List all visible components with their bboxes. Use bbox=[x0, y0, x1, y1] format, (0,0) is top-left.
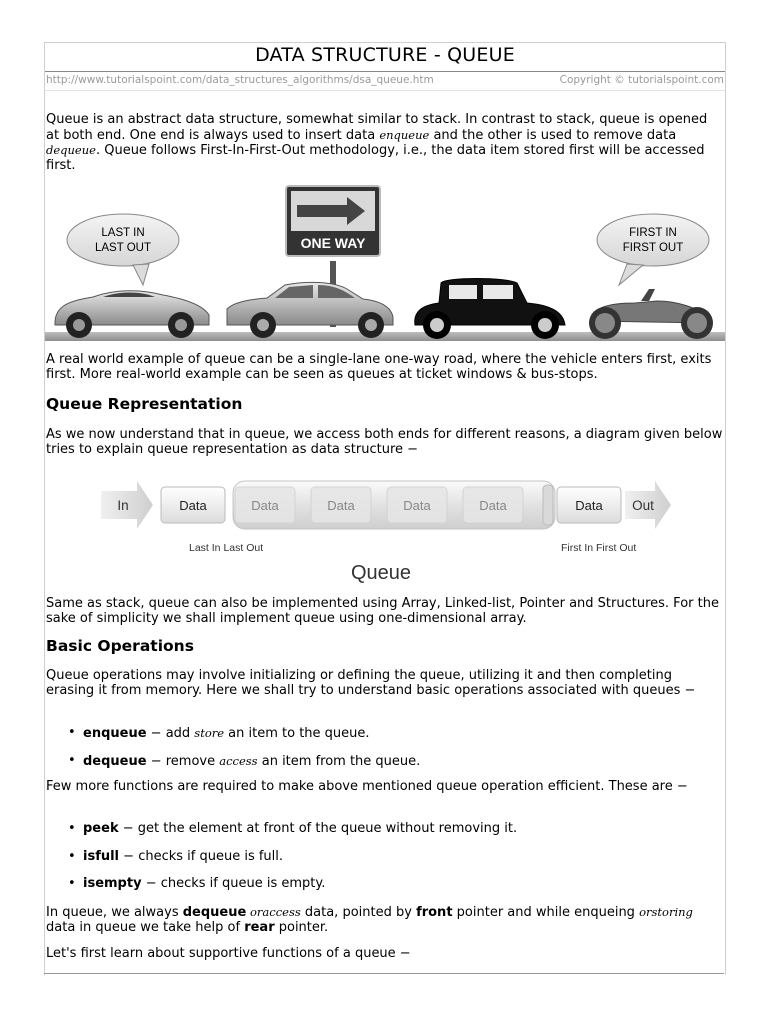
op-text: − remove bbox=[146, 754, 220, 770]
op-italic: store bbox=[194, 726, 225, 740]
page-title: DATA STRUCTURE - QUEUE bbox=[255, 44, 515, 66]
fn-text: − checks if queue is full. bbox=[119, 848, 284, 864]
basic-operations-list bbox=[65, 726, 420, 770]
document-page bbox=[44, 42, 726, 975]
footer-divider bbox=[44, 973, 724, 974]
more-functions-list bbox=[65, 822, 517, 892]
intro-text-1: Queue is an abstract data structure, somewhat similar to stack. In contrast to stack, queue is opened at both end. One end is always used to insert data bbox=[46, 112, 708, 143]
bubble-left-line-1: LAST IN bbox=[101, 227, 145, 239]
data-entering-label: Data bbox=[179, 498, 207, 513]
op-name: dequeue bbox=[83, 754, 147, 770]
last-in-last-out-bubble bbox=[67, 214, 179, 285]
in-label: In bbox=[117, 498, 129, 513]
intro-text-3: . Queue follows First-In-First-Out methodology, i.e., the data item stored first will be accessed first. bbox=[46, 143, 705, 173]
out-label: Out bbox=[632, 498, 654, 513]
sports-car bbox=[55, 291, 209, 338]
pointers-text: In queue, we always bbox=[46, 905, 183, 920]
bubble-right-line-1: FIRST IN bbox=[629, 227, 677, 239]
tube-data-4-label: Data bbox=[479, 498, 507, 513]
more-functions-paragraph: Few more functions are required to make above mentioned queue operation efficient. These are − bbox=[46, 779, 688, 794]
pointers-italic: orstoring bbox=[639, 905, 693, 919]
antique-roadster-car bbox=[589, 289, 713, 339]
pointers-paragraph bbox=[46, 905, 724, 935]
pointers-italic: oraccess bbox=[246, 905, 301, 919]
fn-text: − get the element at front of the queue without removing it. bbox=[118, 821, 518, 836]
data-leaving-label: Data bbox=[575, 498, 603, 513]
list-item bbox=[65, 726, 420, 742]
op-italic: access bbox=[219, 754, 258, 769]
list-item bbox=[65, 754, 420, 770]
tube-data-2-label: Data bbox=[327, 498, 355, 513]
pointers-text: pointer. bbox=[274, 919, 329, 935]
implementation-paragraph: Same as stack, queue can also be implemented using Array, Linked-list, Pointer and Structures. For the sake of simplicity we shall implement queue using one-dimensional array. bbox=[46, 596, 719, 626]
intro-dequeue: dequeue bbox=[46, 143, 96, 158]
fn-name: peek bbox=[83, 821, 119, 836]
op-text: an item to the queue. bbox=[224, 726, 370, 741]
source-url[interactable]: http://www.tutorialspoint.com/data_structures_algorithms/dsa_queue.htm bbox=[46, 74, 434, 86]
basic-operations-paragraph: Queue operations may involve initializing or defining the queue, utilizing it and then completing erasing it from memory. Here we shall try to understand basic operations associated with queues − bbox=[46, 668, 696, 698]
tube-data-1-label: Data bbox=[251, 498, 279, 513]
pointers-text: pointer and while enqueing bbox=[452, 905, 640, 920]
list-item bbox=[65, 877, 517, 892]
header-divider bbox=[45, 90, 725, 91]
op-text: an item from the queue. bbox=[257, 754, 421, 770]
pointers-bold: front bbox=[416, 905, 453, 920]
bubble-left-line-2: LAST OUT bbox=[94, 242, 152, 254]
list-item bbox=[65, 822, 517, 837]
fn-text: − checks if queue is empty. bbox=[141, 876, 326, 892]
pointers-bold: dequeue bbox=[182, 905, 247, 920]
title-divider bbox=[45, 71, 725, 72]
queue-caption: Queue bbox=[350, 562, 412, 584]
queue-representation-heading: Queue Representation bbox=[46, 395, 243, 413]
intro-paragraph bbox=[46, 113, 724, 173]
road bbox=[45, 332, 725, 341]
one-way-road-illustration bbox=[45, 185, 725, 345]
fn-name: isempty bbox=[83, 876, 142, 892]
pointers-text: data, pointed by bbox=[300, 905, 417, 920]
pointers-text: data in queue we take help of bbox=[46, 919, 245, 935]
queue-representation-diagram bbox=[95, 475, 675, 587]
pointers-bold: rear bbox=[244, 919, 275, 935]
intro-enqueue: enqueue bbox=[379, 127, 430, 142]
basic-operations-heading: Basic Operations bbox=[46, 637, 194, 655]
sedan-car bbox=[227, 282, 393, 338]
supportive-functions-paragraph: Let's first learn about supportive functions of a queue − bbox=[46, 946, 411, 961]
op-text: − add bbox=[146, 726, 195, 741]
copyright-notice: Copyright © tutorialspoint.com bbox=[559, 74, 724, 86]
list-item bbox=[65, 850, 517, 865]
fn-name: isfull bbox=[83, 848, 120, 864]
bubble-right-line-2: FIRST OUT bbox=[622, 242, 684, 254]
sign-text: ONE WAY bbox=[300, 235, 366, 251]
first-in-first-out-bubble bbox=[597, 214, 709, 285]
real-world-paragraph: A real world example of queue can be a single-lane one-way road, where the vehicle enters first, exits first. More real-world example can be seen as queues at ticket windows & bus-stops. bbox=[46, 352, 712, 382]
tube-data-3-label: Data bbox=[403, 498, 431, 513]
representation-paragraph: As we now understand that in queue, we access both ends for different reasons, a diagram given below tries to explain queue representation as data structure − bbox=[46, 427, 723, 457]
op-name: enqueue bbox=[83, 726, 147, 741]
vintage-black-car bbox=[415, 279, 565, 340]
last-in-last-out-label: Last In Last Out bbox=[189, 542, 264, 554]
intro-text-2: and the other is used to remove data bbox=[429, 127, 677, 143]
first-in-first-out-label: First In First Out bbox=[561, 542, 637, 554]
